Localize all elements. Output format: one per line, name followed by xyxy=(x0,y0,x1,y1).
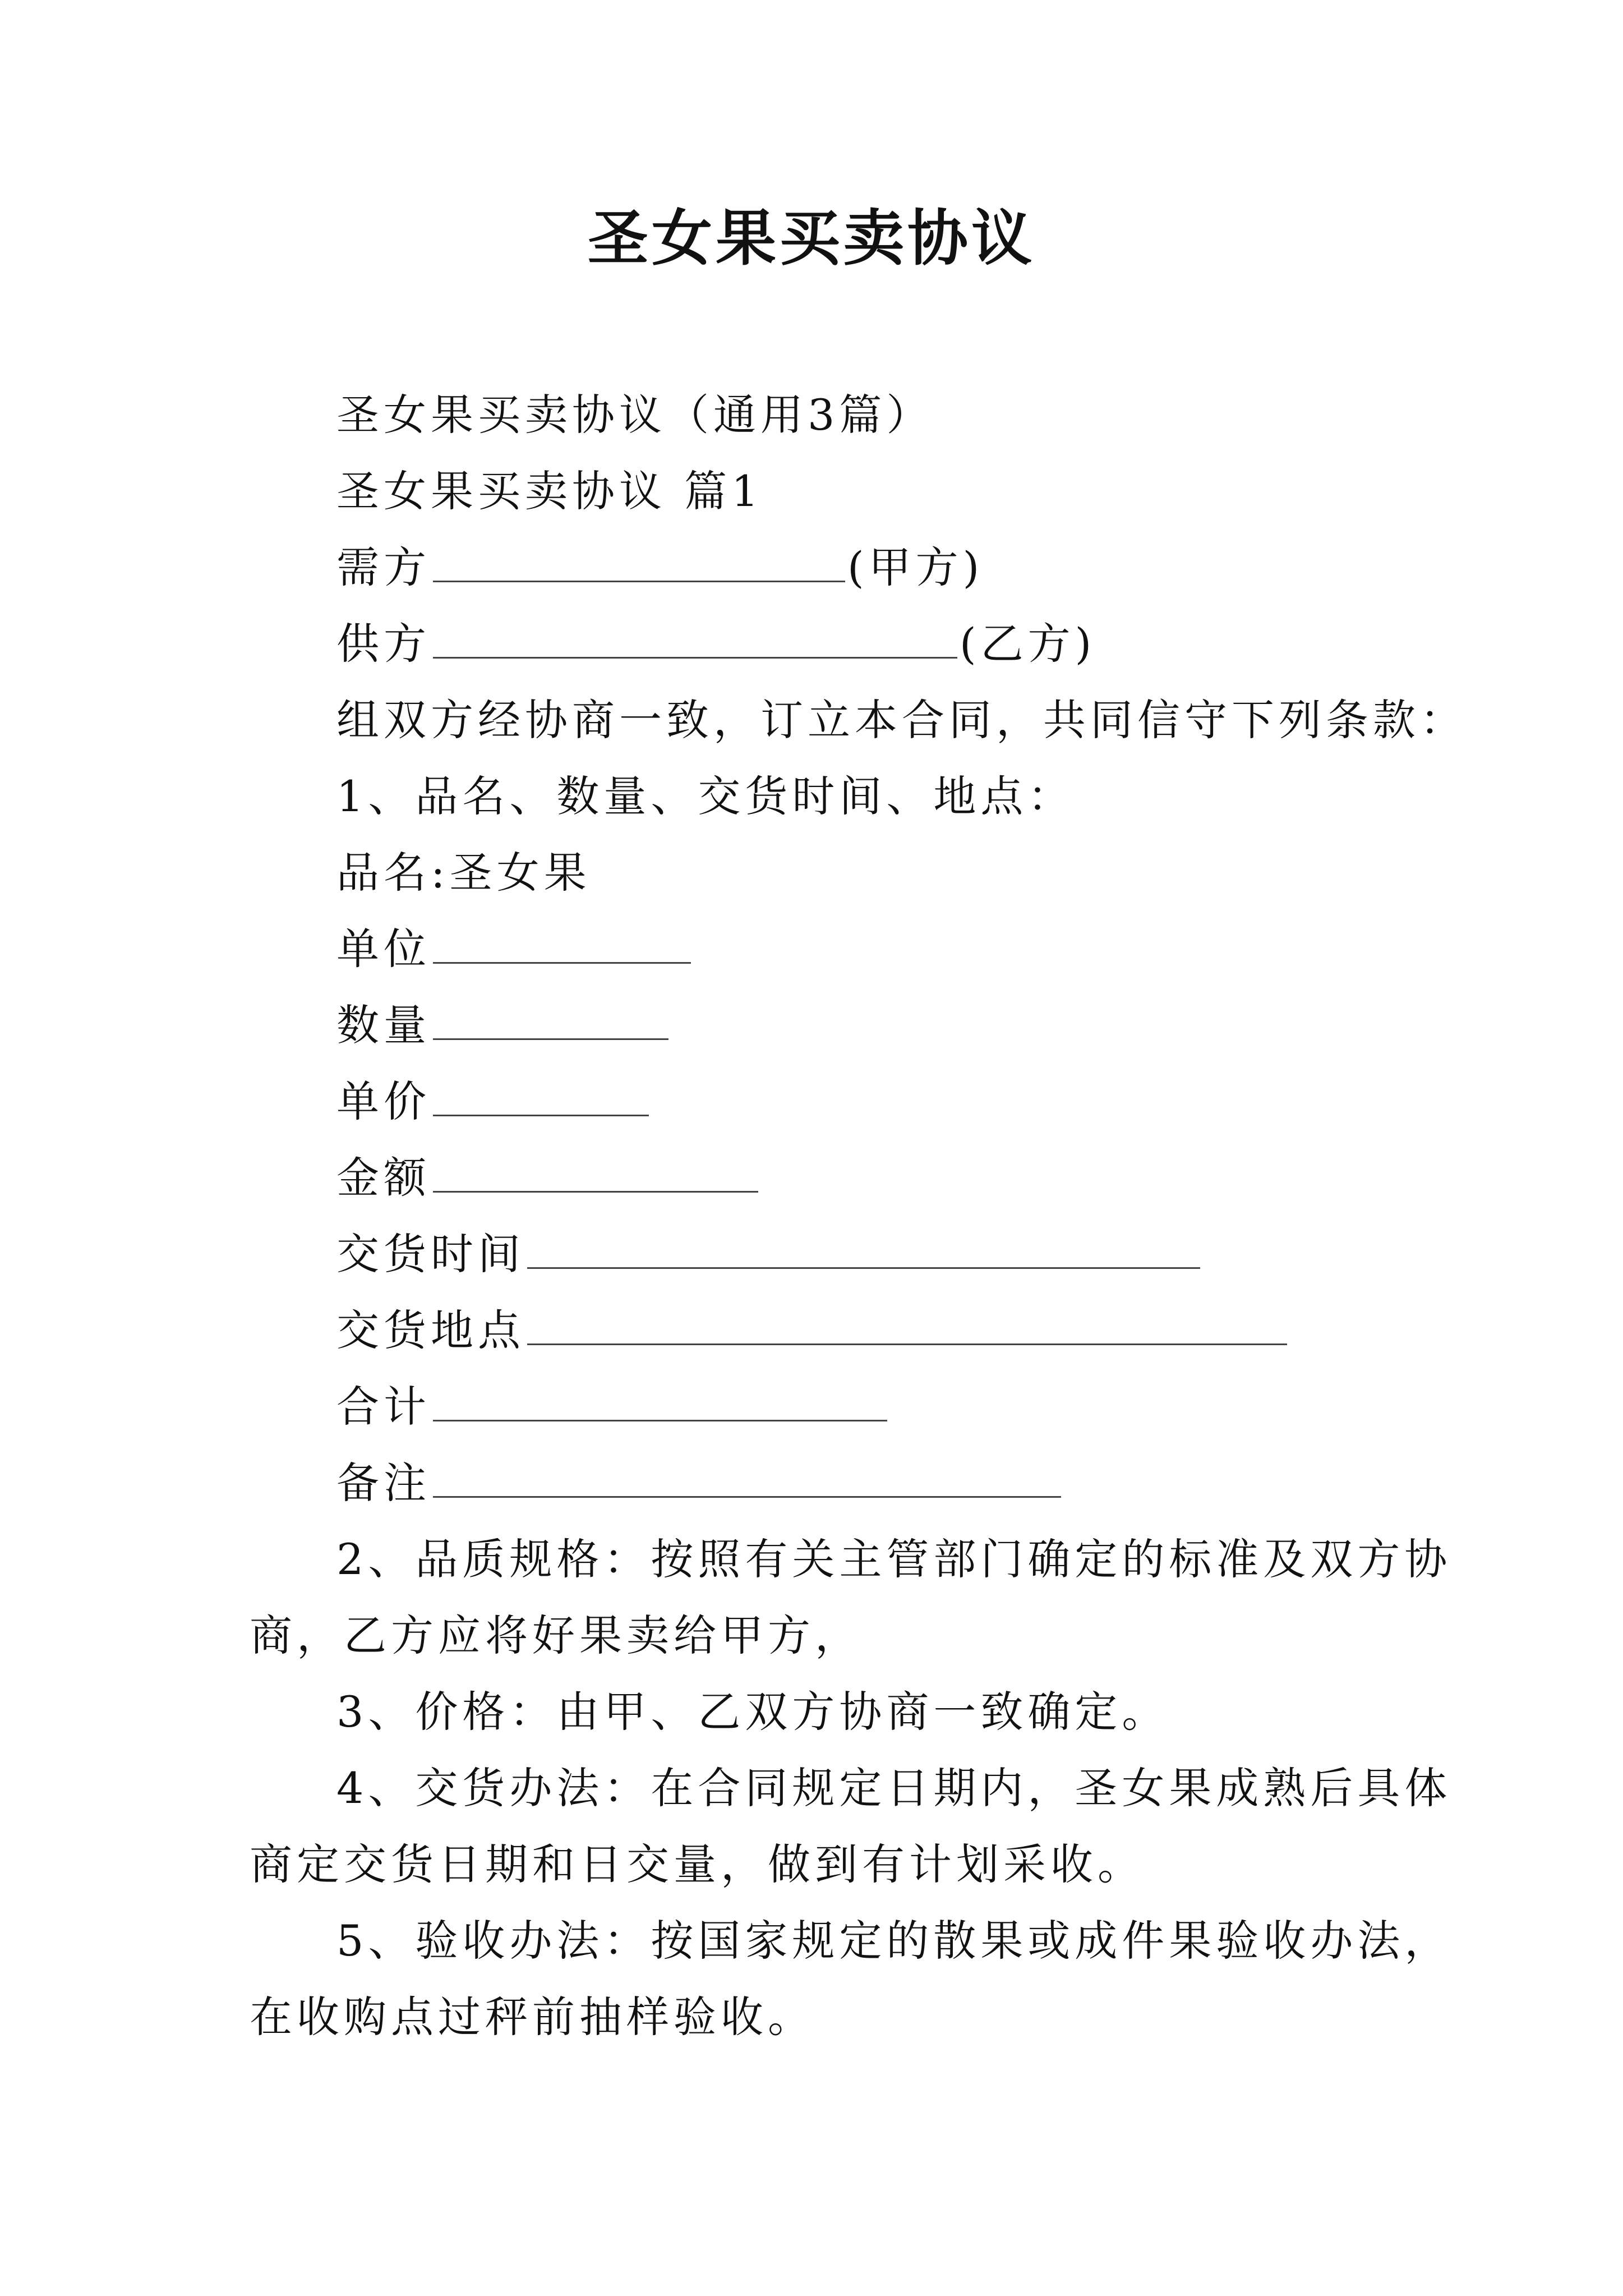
quantity-blank[interactable] xyxy=(433,1004,668,1040)
remarks-line xyxy=(336,1455,1063,1511)
intro-paragraph: 组双方经协商一致，订立本合同，共同信守下列条款： xyxy=(336,695,1467,745)
delivery-time-label: 交货时间 xyxy=(336,1229,525,1279)
unit-price-line xyxy=(336,1074,651,1130)
product-name: 品名:圣女果 xyxy=(336,848,591,898)
amount-label: 金额 xyxy=(336,1153,431,1203)
clause3: 3、价格：由甲、乙双方协商一致确定。 xyxy=(336,1687,1169,1737)
clause1-heading: 1、品名、数量、交货时间、地点： xyxy=(336,771,1075,821)
unit-blank[interactable] xyxy=(433,927,691,964)
clause5-line2: 在收购点过秤前抽样验收。 xyxy=(250,1992,815,2042)
buyer-suffix: (甲方) xyxy=(847,542,984,592)
unit-line xyxy=(336,921,693,977)
delivery-place-line xyxy=(336,1303,1289,1359)
quantity-line xyxy=(336,997,671,1053)
quantity-label: 数量 xyxy=(336,1000,431,1050)
unit-label: 单位 xyxy=(336,924,431,974)
delivery-place-blank[interactable] xyxy=(527,1309,1287,1345)
remarks-label: 备注 xyxy=(336,1458,431,1508)
delivery-place-label: 交货地点 xyxy=(336,1305,525,1355)
buyer-blank[interactable] xyxy=(433,546,845,582)
total-blank[interactable] xyxy=(433,1385,887,1421)
unit-price-label: 单价 xyxy=(336,1076,431,1126)
delivery-time-line xyxy=(336,1226,1202,1282)
amount-blank[interactable] xyxy=(433,1156,758,1193)
total-label: 合计 xyxy=(336,1382,431,1432)
section-heading: 圣女果买卖协议 篇1 xyxy=(336,466,763,516)
clause2-line1: 2、品质规格：按照有关主管部门确定的标准及双方协 xyxy=(336,1534,1452,1584)
document-subtitle: 圣女果买卖协议（通用3篇） xyxy=(336,390,934,440)
total-line xyxy=(336,1379,889,1435)
seller-blank[interactable] xyxy=(433,622,957,659)
clause4-line1: 4、交货办法：在合同规定日期内，圣女果成熟后具体 xyxy=(336,1763,1452,1813)
document-title: 圣女果买卖协议 xyxy=(587,203,1035,274)
seller-suffix: (乙方) xyxy=(960,619,1096,669)
clause4-line2: 商定交货日期和日交量，做到有计划采收。 xyxy=(250,1839,1145,1889)
buyer-line xyxy=(336,540,984,596)
seller-line xyxy=(336,616,1096,672)
clause2-line2: 商，乙方应将好果卖给甲方， xyxy=(250,1611,862,1660)
remarks-blank[interactable] xyxy=(433,1461,1061,1498)
unit-price-blank[interactable] xyxy=(433,1080,649,1116)
buyer-label: 需方 xyxy=(336,542,431,592)
clause5-line1: 5、验收办法：按国家规定的散果或成件果验收办法， xyxy=(336,1916,1452,1966)
amount-line xyxy=(336,1150,760,1206)
seller-label: 供方 xyxy=(336,619,431,669)
delivery-time-blank[interactable] xyxy=(527,1232,1200,1269)
